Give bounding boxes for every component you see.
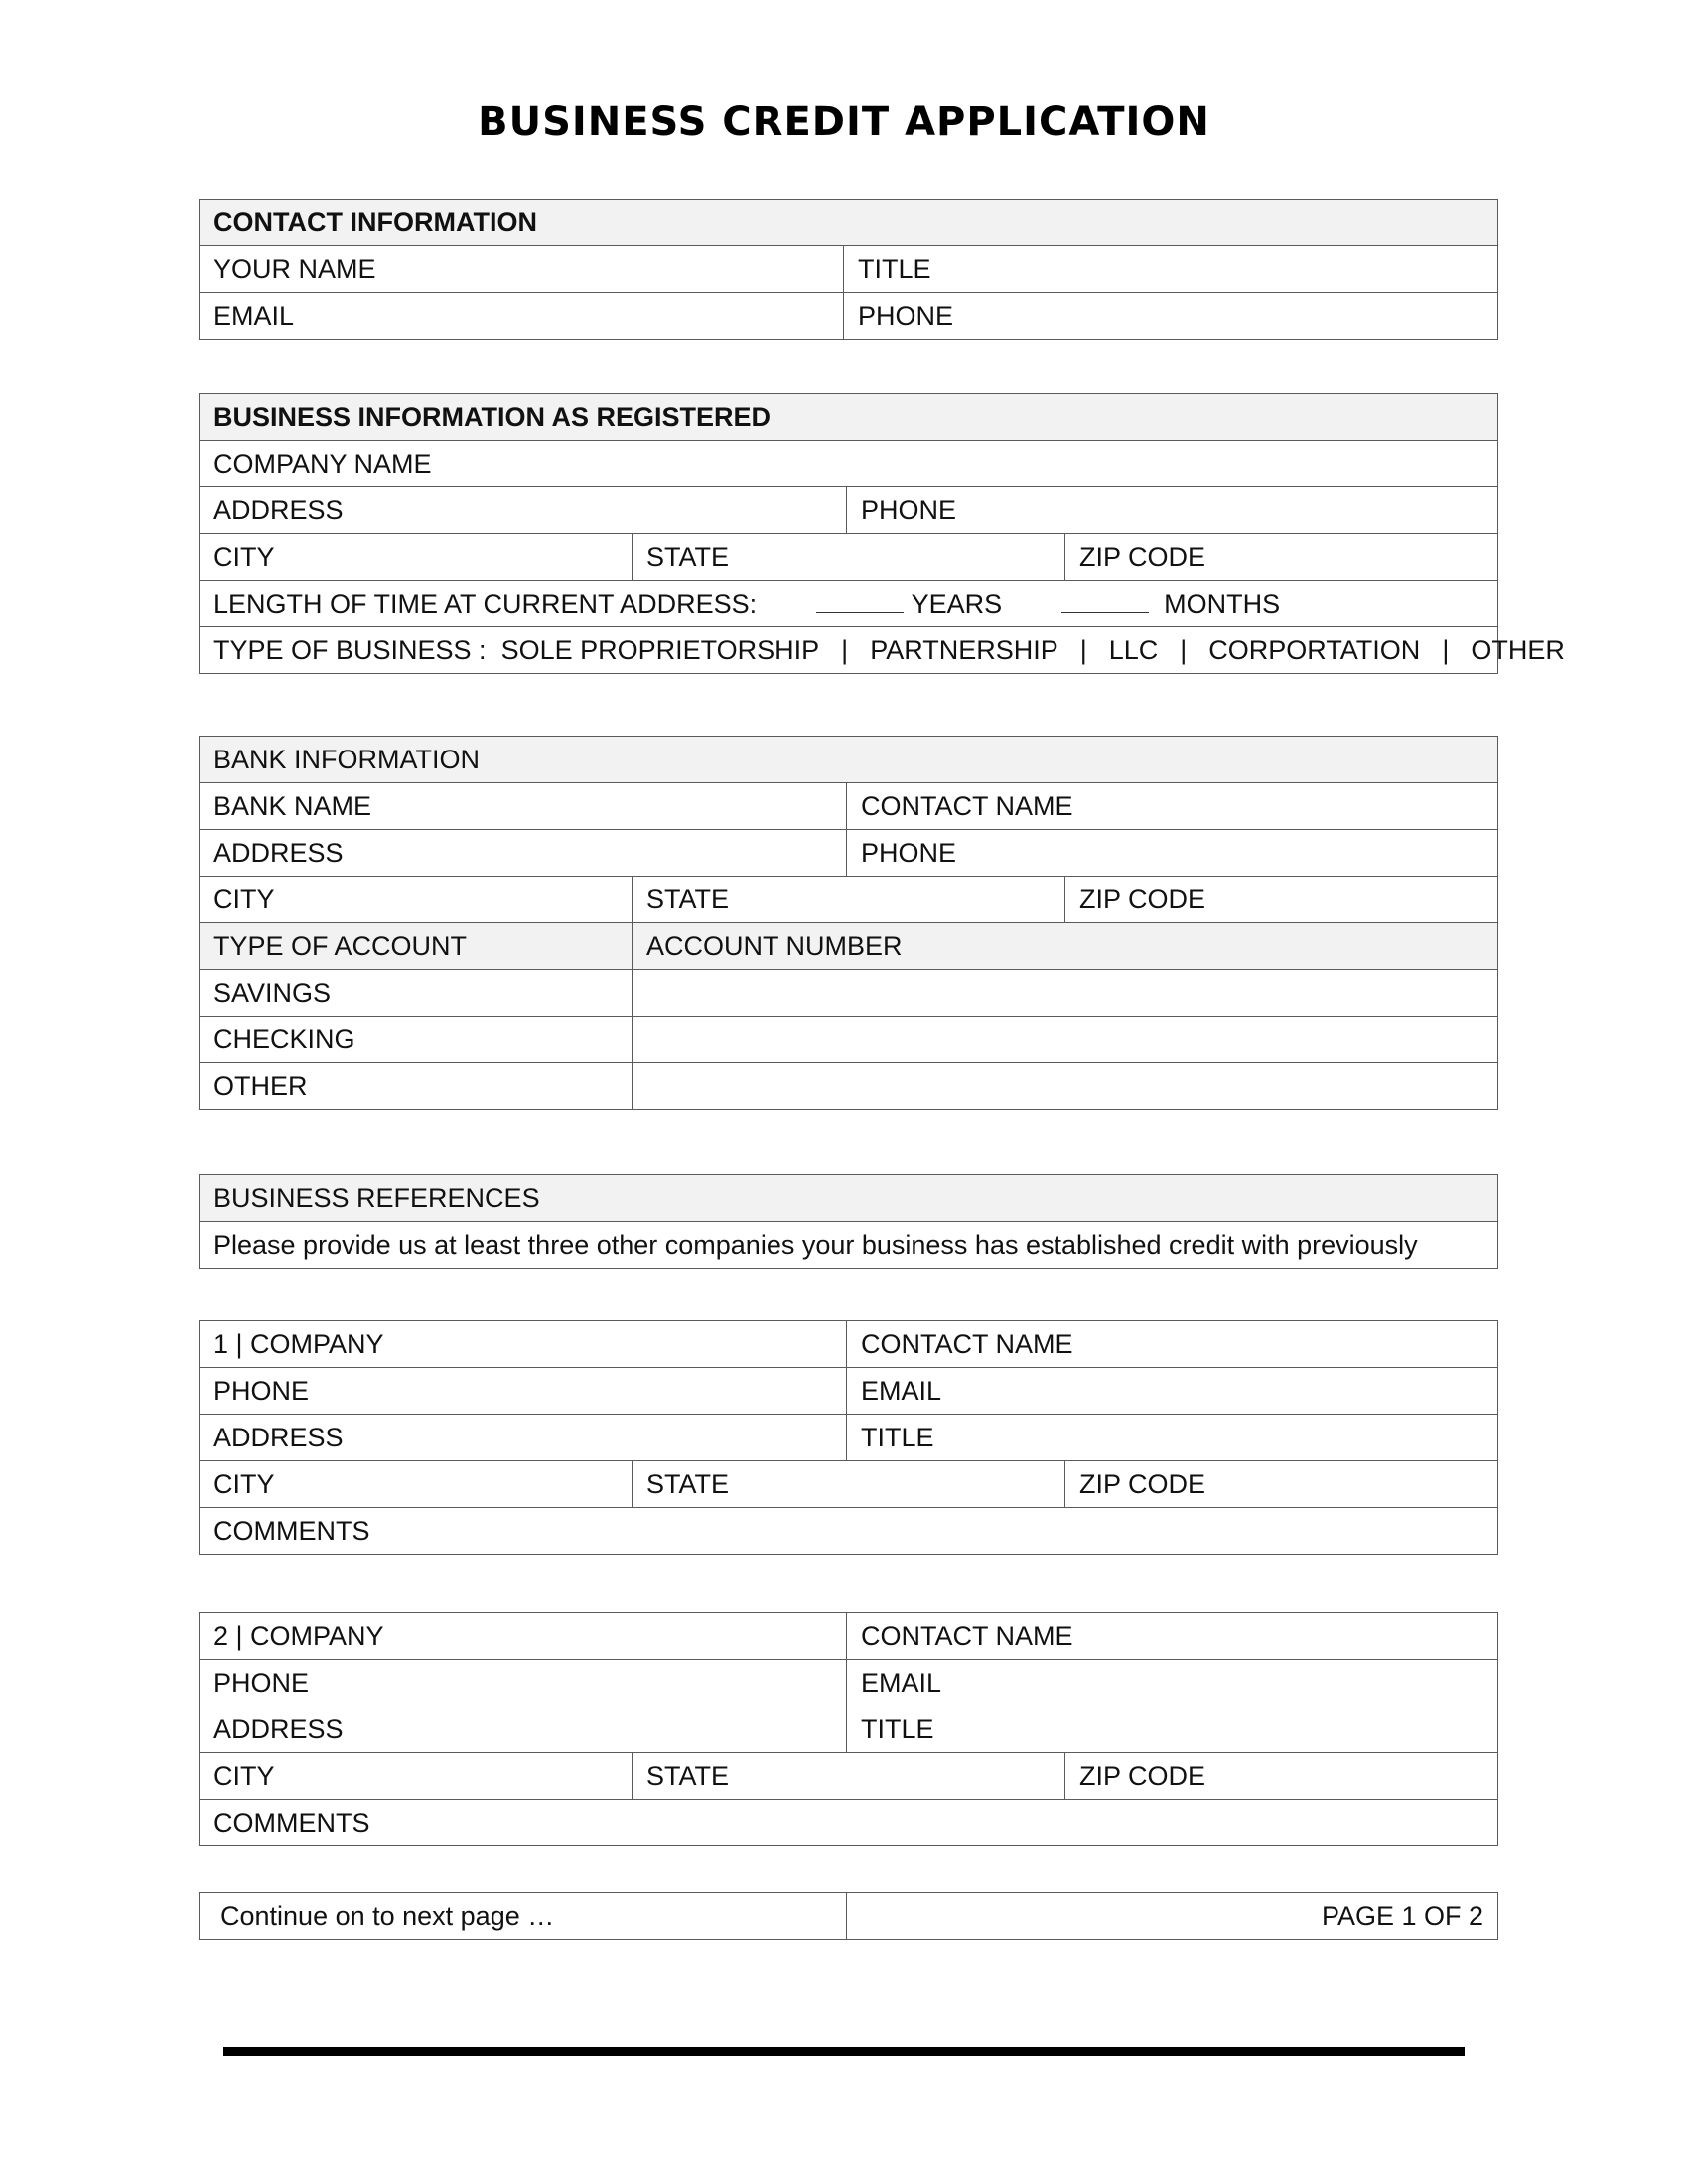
ref1-address-field[interactable]: ADDRESS bbox=[200, 1415, 847, 1461]
account-type-other: OTHER bbox=[200, 1063, 633, 1110]
savings-account-number-field[interactable] bbox=[633, 970, 1498, 1017]
years-label: YEARS bbox=[911, 588, 1003, 618]
months-blank[interactable] bbox=[1061, 592, 1149, 613]
business-address-field[interactable]: ADDRESS bbox=[200, 487, 847, 534]
ref2-contact-name-field[interactable]: CONTACT NAME bbox=[847, 1613, 1498, 1660]
account-number-header: ACCOUNT NUMBER bbox=[633, 923, 1498, 970]
bank-information-section bbox=[199, 736, 1498, 1110]
ref2-zip-field[interactable]: ZIP CODE bbox=[1065, 1753, 1498, 1800]
bank-city-field[interactable]: CITY bbox=[200, 877, 633, 923]
bank-information-header: BANK INFORMATION bbox=[200, 737, 1498, 783]
ref2-phone-field[interactable]: PHONE bbox=[200, 1660, 847, 1706]
type-separator: | bbox=[1442, 634, 1450, 665]
ref2-company-field[interactable]: 2 | COMPANY bbox=[200, 1613, 847, 1660]
checking-account-number-field[interactable] bbox=[633, 1017, 1498, 1063]
type-separator: | bbox=[1180, 634, 1188, 665]
other-account-number-field[interactable] bbox=[633, 1063, 1498, 1110]
type-of-business-label: TYPE OF BUSINESS : bbox=[213, 634, 487, 665]
type-option-partnership[interactable]: PARTNERSHIP bbox=[870, 634, 1058, 665]
account-type-savings: SAVINGS bbox=[200, 970, 633, 1017]
bank-address-field[interactable]: ADDRESS bbox=[200, 830, 847, 877]
length-of-time-row bbox=[200, 581, 1498, 627]
ref1-zip-field[interactable]: ZIP CODE bbox=[1065, 1461, 1498, 1508]
ref1-title-field[interactable]: TITLE bbox=[847, 1415, 1498, 1461]
bank-state-field[interactable]: STATE bbox=[633, 877, 1065, 923]
business-references-header: BUSINESS REFERENCES bbox=[200, 1175, 1498, 1222]
page-title: BUSINESS CREDIT APPLICATION bbox=[478, 99, 1210, 145]
ref2-address-field[interactable]: ADDRESS bbox=[200, 1706, 847, 1753]
account-type-checking: CHECKING bbox=[200, 1017, 633, 1063]
business-information-section bbox=[199, 393, 1565, 674]
type-option-other[interactable]: OTHER bbox=[1471, 634, 1565, 665]
bank-zip-field[interactable]: ZIP CODE bbox=[1065, 877, 1498, 923]
months-label: MONTHS bbox=[1164, 588, 1281, 618]
business-zip-field[interactable]: ZIP CODE bbox=[1065, 534, 1498, 581]
type-option-sole-proprietorship[interactable]: SOLE PROPRIETORSHIP bbox=[500, 634, 820, 665]
ref1-city-field[interactable]: CITY bbox=[200, 1461, 633, 1508]
page-footer bbox=[199, 1892, 1498, 1940]
bank-name-field[interactable]: BANK NAME bbox=[200, 783, 847, 830]
business-information-header: BUSINESS INFORMATION AS REGISTERED bbox=[200, 394, 1498, 441]
type-of-business-row bbox=[200, 627, 1565, 674]
bank-phone-field[interactable]: PHONE bbox=[847, 830, 1498, 877]
reference-1-section bbox=[199, 1320, 1498, 1555]
ref2-email-field[interactable]: EMAIL bbox=[847, 1660, 1498, 1706]
contact-information-header: CONTACT INFORMATION bbox=[200, 200, 1498, 246]
bank-contact-name-field[interactable]: CONTACT NAME bbox=[847, 783, 1498, 830]
business-references-section bbox=[199, 1174, 1498, 1269]
ref1-contact-name-field[interactable]: CONTACT NAME bbox=[847, 1321, 1498, 1368]
type-option-llc[interactable]: LLC bbox=[1108, 634, 1159, 665]
business-references-note: Please provide us at least three other companies your business has established credit with previously bbox=[200, 1222, 1498, 1269]
bottom-rule bbox=[223, 2047, 1465, 2056]
contact-phone-field[interactable]: PHONE bbox=[844, 293, 1498, 340]
ref1-email-field[interactable]: EMAIL bbox=[847, 1368, 1498, 1415]
business-state-field[interactable]: STATE bbox=[633, 534, 1065, 581]
type-of-account-header: TYPE OF ACCOUNT bbox=[200, 923, 633, 970]
contact-information-section bbox=[199, 199, 1498, 340]
ref1-comments-field[interactable]: COMMENTS bbox=[200, 1508, 1498, 1555]
years-blank[interactable] bbox=[816, 592, 904, 613]
contact-email-field[interactable]: EMAIL bbox=[200, 293, 844, 340]
ref2-title-field[interactable]: TITLE bbox=[847, 1706, 1498, 1753]
business-phone-field[interactable]: PHONE bbox=[847, 487, 1498, 534]
page-number: PAGE 1 OF 2 bbox=[847, 1893, 1498, 1940]
type-separator: | bbox=[1079, 634, 1087, 665]
ref1-company-field[interactable]: 1 | COMPANY bbox=[200, 1321, 847, 1368]
business-city-field[interactable]: CITY bbox=[200, 534, 633, 581]
ref2-comments-field[interactable]: COMMENTS bbox=[200, 1800, 1498, 1846]
type-separator: | bbox=[841, 634, 849, 665]
type-option-corportation[interactable]: CORPORTATION bbox=[1208, 634, 1421, 665]
company-name-field[interactable]: COMPANY NAME bbox=[200, 441, 1498, 487]
length-of-time-label: LENGTH OF TIME AT CURRENT ADDRESS: bbox=[213, 588, 758, 618]
contact-title-field[interactable]: TITLE bbox=[844, 246, 1498, 293]
continue-note: Continue on to next page … bbox=[200, 1893, 847, 1940]
ref1-state-field[interactable]: STATE bbox=[633, 1461, 1065, 1508]
your-name-field[interactable]: YOUR NAME bbox=[200, 246, 844, 293]
reference-2-section bbox=[199, 1612, 1498, 1846]
ref1-phone-field[interactable]: PHONE bbox=[200, 1368, 847, 1415]
ref2-city-field[interactable]: CITY bbox=[200, 1753, 633, 1800]
ref2-state-field[interactable]: STATE bbox=[633, 1753, 1065, 1800]
